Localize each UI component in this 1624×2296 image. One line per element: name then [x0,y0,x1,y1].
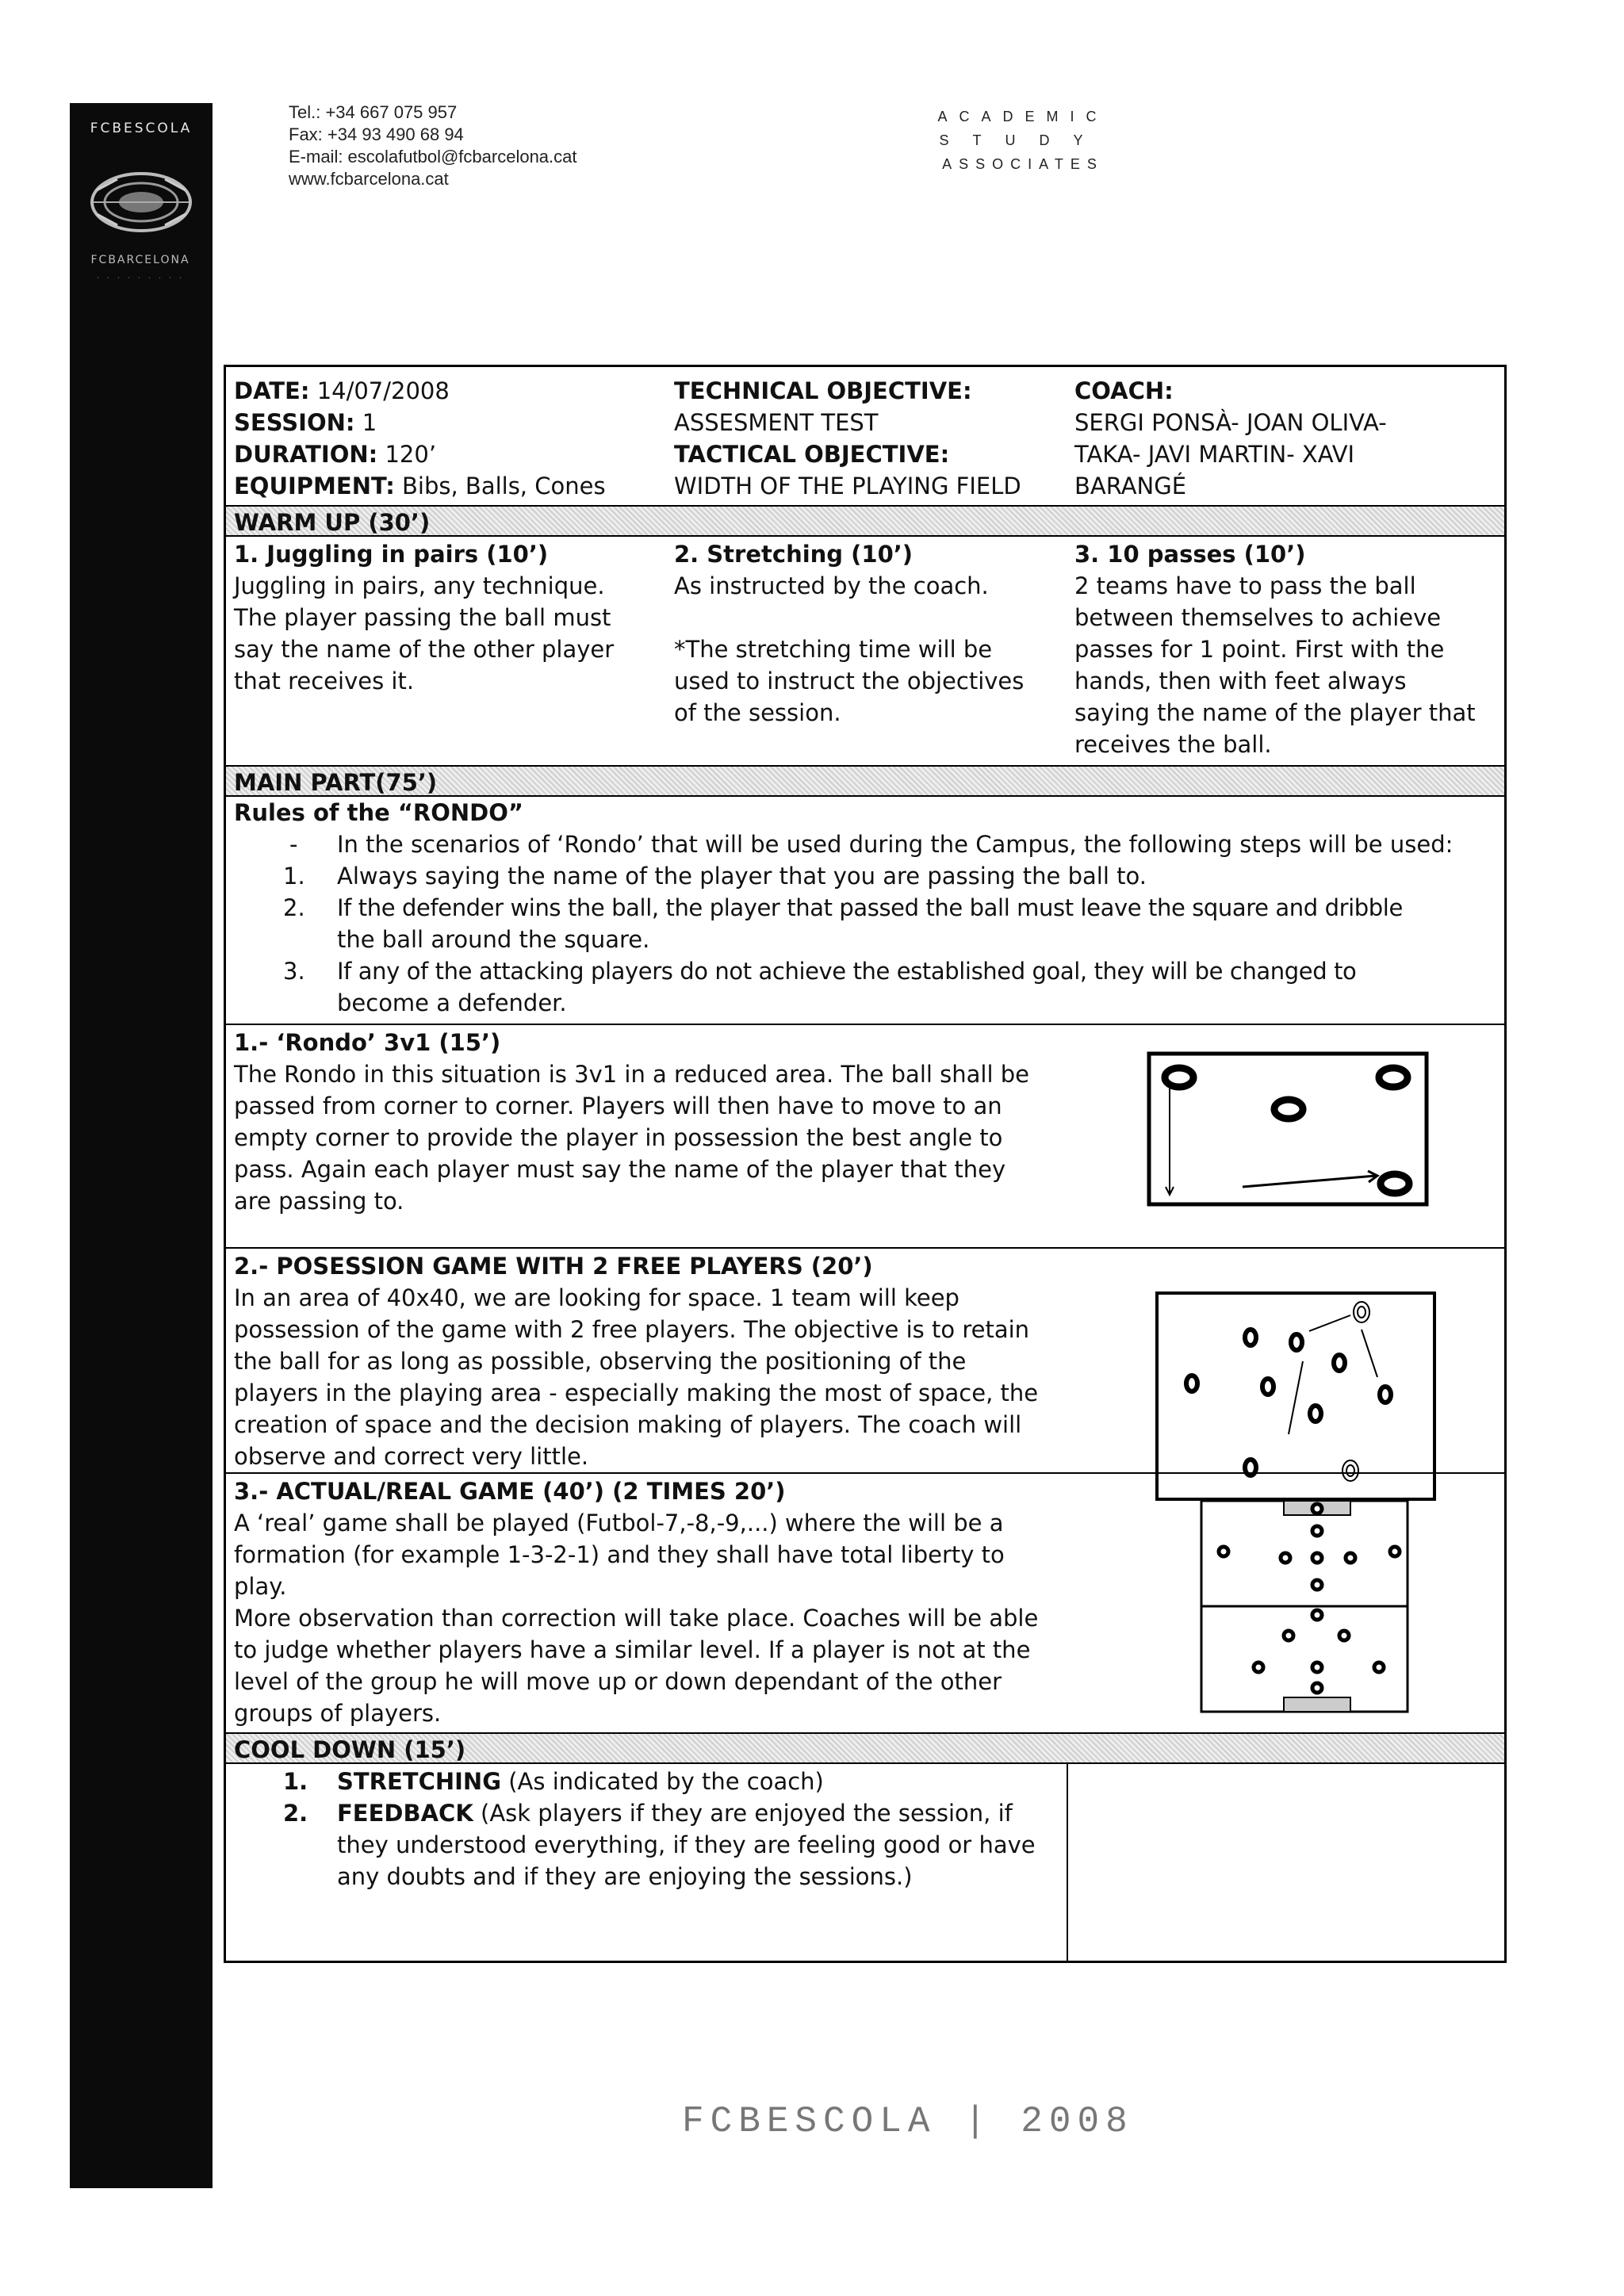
warmup-col3 [1074,538,1503,760]
cooldown-bar [226,1732,1504,1764]
main-part-title: MAIN PART(75’) [234,769,438,796]
divider-rules [226,1024,1504,1025]
cooldown-i2-l3: any doubts and if they are enjoying the sessions.) [337,1863,913,1890]
rule3-number: 3. [283,958,305,985]
exercise3-text [234,1475,1074,1729]
rule3-text-a: If any of the attacking players do not achieve the established goal, they will be changed to [337,958,1357,985]
exercise3-l3: play. [234,1573,287,1600]
header-left [234,375,662,502]
exercise2-l6: observe and correct very little. [234,1443,589,1470]
exercise3-l6: level of the group he will move up or down dependant of the other [234,1668,1002,1695]
rondo-diagram [1146,1050,1431,1209]
exercise3-l1: A ‘real’ game shall be played (Futbol-7,-8,-9,...) where the will be a [234,1510,1004,1536]
warmup-c1-l4: that receives it. [234,668,415,695]
header-right [1074,375,1495,502]
associates-line3: ASSOCIATES [942,156,1104,172]
rule1-number: 1. [283,863,305,890]
duration-label: DURATION: [234,441,378,468]
exercise1-l3: empty corner to provide the player in possession the best angle to [234,1124,1003,1151]
exercise3-title: 3.- ACTUAL/REAL GAME (40’) (2 TIMES 20’) [234,1478,786,1505]
exercise2-l1: In an area of 40x40, we are looking for space. 1 team will keep [234,1284,959,1311]
exercise1-l1: The Rondo in this situation is 3v1 in a reduced area. The ball shall be [234,1061,1029,1088]
warmup-c1-l3: say the name of the other player [234,636,615,663]
warmup-title: WARM UP (30’) [234,509,431,536]
equipment-label: EQUIPMENT: [234,473,395,499]
warmup-c2-title: 2. Stretching (10’) [674,541,914,568]
rule2-text-b: the ball around the square. [337,926,650,953]
associates-line1: ACADEMIC [937,109,1109,124]
rondo-rules [234,797,1500,1019]
contact-fax: Fax: +34 93 490 68 94 [289,124,464,144]
sidebar-dots: · · · · · · · · · [96,273,185,283]
tactical-label: TACTICAL OBJECTIVE: [674,441,950,468]
exercise1-l5: are passing to. [234,1188,404,1215]
session-sheet [224,365,1507,1963]
exercise2-title: 2.- POSESSION GAME WITH 2 FREE PLAYERS (20’) [234,1253,873,1280]
divider-ex2 [226,1472,1504,1474]
warmup-c3-l4: hands, then with feet always [1074,668,1407,695]
warmup-bar [226,505,1504,537]
coach-line3: BARANGÉ [1074,473,1187,499]
main-part-bar [226,765,1504,797]
cooldown-i1-bold: STRETCHING [337,1768,502,1795]
cooldown-n2: 2. [283,1800,308,1827]
exercise3-l4: More observation than correction will take place. Coaches will be able [234,1605,1039,1632]
session-value: 1 [362,409,377,436]
rule1-text: Always saying the name of the player that you are passing the ball to. [337,863,1147,890]
real-game-diagram [1198,1498,1412,1716]
warmup-c2-l1: As instructed by the coach. [674,572,989,599]
exercise3-l5: to judge whether players have a similar level. If a player is not at the [234,1636,1031,1663]
coach-line2: TAKA- JAVI MARTIN- XAVI [1074,441,1355,468]
contact-web: www.fcbarcelona.cat [289,169,449,189]
warmup-c2-l4: of the session. [674,699,841,726]
sidebar-logo-text: FCBESCOLA [90,121,193,136]
divider-ex1 [226,1247,1504,1249]
cooldown-i2-bold: FEEDBACK [337,1800,473,1827]
rule2-text-a: If the defender wins the ball, the player that passed the ball must leave the square and dribble [337,894,1403,921]
warmup-col2 [674,538,1071,729]
rules-title: Rules of the “RONDO” [234,799,523,826]
exercise2-l5: creation of space and the decision making of players. The coach will [234,1411,1022,1438]
exercise1-title: 1.- ‘Rondo’ 3v1 (15’) [234,1029,501,1056]
exercise1-l4: pass. Again each player must say the name of the player that they [234,1156,1006,1183]
exercise2-l4: players in the playing area - especially making the most of space, the [234,1380,1039,1406]
stadium-logo [86,159,197,246]
rule0-text: In the scenarios of ‘Rondo’ that will be used during the Campus, the following steps will be used: [337,831,1454,858]
duration-value: 120’ [385,441,437,468]
warmup-c3-title: 3. 10 passes (10’) [1074,541,1306,568]
warmup-c3-l2: between themselves to achieve [1074,604,1442,631]
exercise1-l2: passed from corner to corner. Players will then have to move to an [234,1093,1002,1119]
cooldown-title: COOL DOWN (15’) [234,1736,466,1763]
equipment-value: Bibs, Balls, Cones [402,473,606,499]
associates-line2: STUDY [939,132,1107,148]
technical-label: TECHNICAL OBJECTIVE: [674,377,972,404]
date-label: DATE: [234,377,310,404]
footer-text: FCBESCOLA | 2008 [682,2101,1134,2142]
warmup-c1-l2: The player passing the ball must [234,604,611,631]
warmup-c3-l5: saying the name of the player that [1074,699,1476,726]
cooldown-i2-rest: (Ask players if they are enjoyed the session, if [473,1800,1013,1827]
cooldown-i2-l2: they understood everything, if they are feeling good or have [337,1831,1036,1858]
rule0-dash: - [289,831,298,858]
cooldown-divider [1067,1762,1068,1961]
sidebar-sub-logo: FCBARCELONA [90,254,190,266]
contact-tel: Tel.: +34 667 075 957 [289,102,458,122]
warmup-col1 [234,538,646,697]
warmup-c3-l6: receives the ball. [1074,731,1272,758]
coach-label: COACH: [1074,377,1174,404]
warmup-c3-l3: passes for 1 point. First with the [1074,636,1445,663]
coach-line1: SERGI PONSÀ- JOAN OLIVA- [1074,409,1387,436]
exercise1-text [234,1027,1074,1217]
warmup-c1-title: 1. Juggling in pairs (10’) [234,541,549,568]
warmup-c1-l1: Juggling in pairs, any technique. [234,572,605,599]
exercise2-text [234,1250,1074,1472]
cooldown-n1: 1. [283,1768,308,1795]
exercise3-l2: formation (for example 1-3-2-1) and they shall have total liberty to [234,1541,1005,1568]
associates-logo [920,105,1126,176]
contact-block [289,101,577,190]
cooldown-list [234,1766,1059,1892]
tactical-value: WIDTH OF THE PLAYING FIELD [674,473,1021,499]
header-middle [674,375,1086,502]
session-label: SESSION: [234,409,355,436]
technical-value: ASSESMENT TEST [674,409,879,436]
warmup-c3-l1: 2 teams have to pass the ball [1074,572,1416,599]
exercise3-l7: groups of players. [234,1700,442,1727]
sidebar [70,103,213,2188]
exercise2-l2: possession of the game with 2 free players. The objective is to retain [234,1316,1030,1343]
contact-email: E-mail: escolafutbol@fcbarcelona.cat [289,147,577,166]
exercise2-l3: the ball for as long as possible, observing the positioning of the [234,1348,967,1375]
cooldown-i1-rest: (As indicated by the coach) [501,1768,824,1795]
warmup-c2-l3: used to instruct the objectives [674,668,1025,695]
date-value: 14/07/2008 [316,377,450,404]
rule2-number: 2. [283,894,305,921]
rule3-text-b: become a defender. [337,989,567,1016]
warmup-c2-l2: *The stretching time will be [674,636,993,663]
